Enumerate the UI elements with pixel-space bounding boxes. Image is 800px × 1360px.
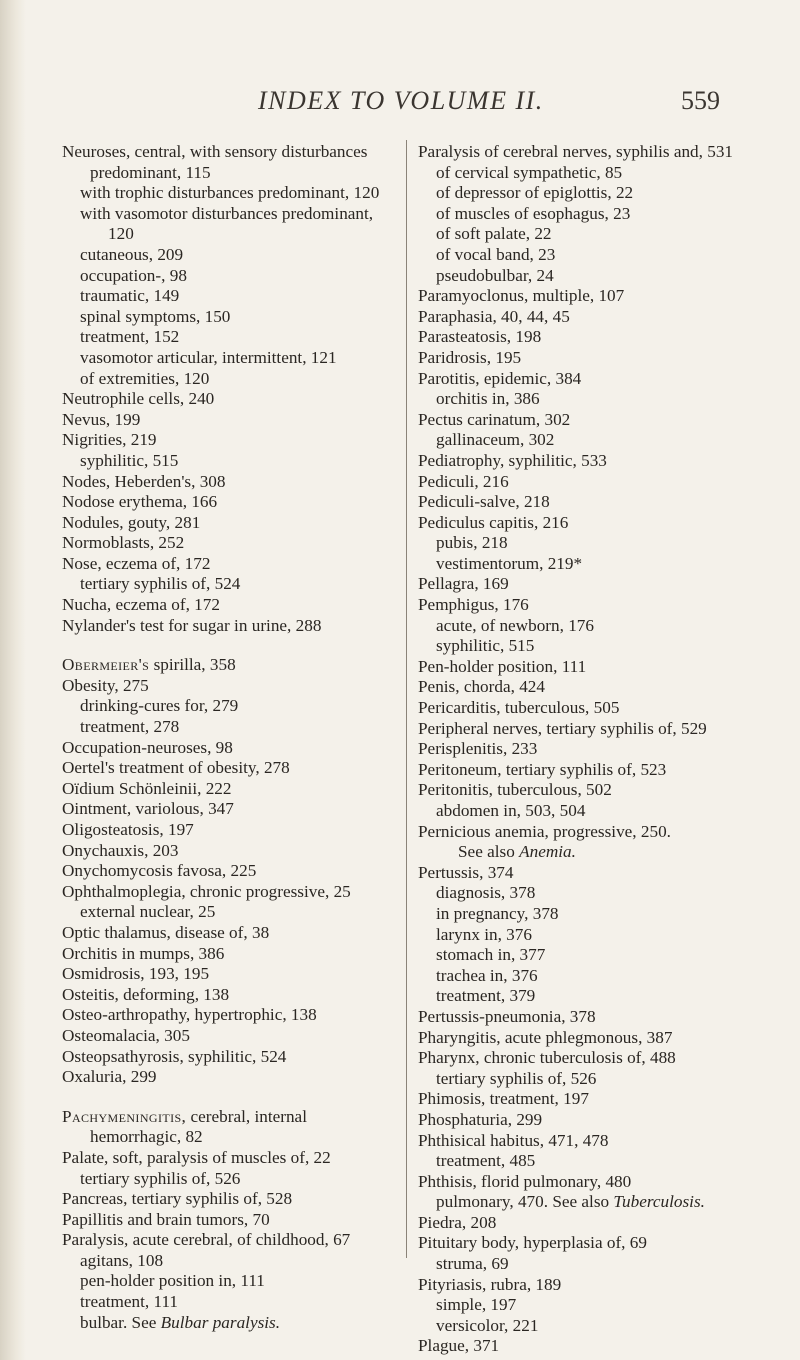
index-subentry	[418, 1316, 758, 1337]
entry-text: orchitis in, 386	[436, 389, 540, 409]
entry-text: Normoblasts, 252	[62, 533, 185, 553]
entry-text: Optic thalamus, disease of, 38	[62, 922, 270, 942]
entry-text: with vasomotor disturbances predominant, 120	[80, 203, 374, 244]
index-subentry	[418, 1151, 758, 1172]
entry-text: Nylander's test for sugar in urine, 288	[62, 615, 322, 635]
entry-text: Parasteatosis, 198	[418, 327, 542, 347]
entry-text: of vocal band, 23	[436, 244, 556, 264]
entry-text: Oligosteatosis, 197	[62, 820, 194, 839]
entry-text: Peripheral nerves, tertiary syphilis of, 529	[418, 718, 707, 738]
entry-text: Phosphaturia, 299	[418, 1109, 543, 1129]
index-entry	[62, 554, 402, 575]
cross-reference: Anemia.	[519, 842, 576, 862]
entry-text: Pediculi, 216	[418, 471, 509, 491]
index-subentry	[418, 636, 758, 657]
entry-text: Paralysis, acute cerebral, of childhood, 67	[62, 1230, 351, 1250]
index-entry	[418, 1336, 758, 1357]
index-entry	[418, 369, 758, 390]
index-entry	[62, 492, 402, 513]
entry-text: Peritoneum, tertiary syphilis of, 523	[418, 759, 667, 779]
index-subentry	[62, 717, 402, 738]
entry-text: Penis, chorda, 424	[418, 677, 545, 697]
index-subentry	[418, 1254, 758, 1275]
index-entry	[418, 698, 758, 719]
entry-text: tertiary syphilis of, 526	[80, 1168, 241, 1188]
index-subentry	[62, 1169, 402, 1190]
index-entry	[418, 492, 758, 513]
index-subentry	[418, 945, 758, 966]
entry-text: cutaneous, 209	[80, 244, 184, 264]
entry-text: spinal symptoms, 150	[80, 306, 231, 326]
index-entry	[62, 676, 402, 697]
entry-text: diagnosis, 378	[436, 883, 536, 903]
entry-text: tertiary syphilis of, 524	[80, 574, 241, 594]
index-entry	[418, 286, 758, 307]
index-entry	[418, 574, 758, 595]
index-entry	[418, 472, 758, 493]
index-subentry	[62, 574, 402, 595]
entry-text: acute, of newborn, 176	[436, 615, 594, 635]
entry-text: struma, 69	[436, 1254, 509, 1274]
entry-text: Paraphasia, 40, 44, 45	[418, 306, 570, 326]
page-binding-shadow	[0, 0, 26, 1360]
index-entry	[418, 1048, 758, 1069]
entry-text: Pancreas, tertiary syphilis of, 528	[62, 1189, 293, 1209]
index-entry	[62, 944, 402, 965]
entry-text: treatment, 278	[80, 717, 180, 737]
entry-text: Plague, 371	[418, 1336, 500, 1356]
entry-text: Pediatrophy, syphilitic, 533	[418, 450, 607, 470]
cross-reference: Bulbar paralysis.	[160, 1312, 281, 1332]
entry-text: of depressor of epiglottis, 22	[436, 183, 634, 203]
see-also-reference	[418, 842, 758, 863]
entry-text: Osteitis, deforming, 138	[62, 984, 230, 1004]
index-entry	[62, 655, 402, 676]
entry-text: Nigrities, 219	[62, 430, 157, 450]
entry-text: Perisplenitis, 233	[418, 739, 538, 759]
index-entry	[418, 863, 758, 884]
entry-text: Pediculi-salve, 218	[418, 492, 550, 512]
entry-text: bulbar. See	[80, 1312, 157, 1332]
entry-text: cerebral, internal hemorrhagic, 82	[90, 1106, 307, 1147]
index-entry	[62, 142, 402, 183]
entry-text: Pityriasis, rubra, 189	[418, 1274, 562, 1294]
index-subentry	[62, 696, 402, 717]
index-subentry	[62, 1313, 402, 1334]
index-entry	[62, 472, 402, 493]
index-entry	[418, 1007, 758, 1028]
index-entry	[418, 142, 758, 163]
index-subentry	[418, 533, 758, 554]
entry-text: Onychomycosis favosa, 225	[62, 861, 257, 881]
index-subentry	[62, 245, 402, 266]
entry-text: Pellagra, 169	[418, 574, 509, 594]
index-subentry	[418, 616, 758, 637]
cross-reference: Tuberculosis.	[613, 1192, 705, 1212]
index-entry	[62, 820, 402, 841]
index-entry	[418, 1233, 758, 1254]
index-subentry	[62, 204, 402, 245]
index-subentry	[62, 327, 402, 348]
index-column-right	[418, 142, 758, 1357]
entry-text: Neuroses, central, with sensory disturbances predominant, 115	[62, 142, 368, 182]
index-subentry	[418, 183, 758, 204]
entry-text: drinking-cures for, 279	[80, 696, 239, 716]
entry-text: Nodules, gouty, 281	[62, 512, 201, 532]
index-entry	[418, 410, 758, 431]
entry-text: Nodes, Heberden's, 308	[62, 471, 226, 491]
index-subentry	[418, 883, 758, 904]
index-entry	[62, 861, 402, 882]
entry-text: Peritonitis, tuberculous, 502	[418, 780, 612, 800]
index-subentry	[418, 1069, 758, 1090]
running-title: INDEX TO VOLUME II.	[258, 86, 544, 115]
entry-text: tertiary syphilis of, 526	[436, 1068, 597, 1088]
entry-text: Oertel's treatment of obesity, 278	[62, 758, 290, 778]
entry-text: Nodose erythema, 166	[62, 492, 218, 512]
page-number: 559	[681, 86, 720, 115]
entry-text: Ointment, variolous, 347	[62, 799, 234, 819]
section-lead-word: Pachymeningitis,	[62, 1106, 187, 1126]
index-entry	[62, 738, 402, 759]
entry-text: Obesity, 275	[62, 675, 149, 695]
entry-text: See also	[458, 842, 515, 862]
index-subentry	[62, 307, 402, 328]
index-entry	[418, 1172, 758, 1193]
entry-text: Orchitis in mumps, 386	[62, 943, 225, 963]
entry-text: in pregnancy, 378	[436, 903, 559, 923]
index-entry	[62, 533, 402, 554]
entry-text: abdomen in, 503, 504	[436, 801, 586, 820]
entry-text: vestimentorum, 219*	[436, 553, 583, 573]
entry-text: Pemphigus, 176	[418, 595, 529, 615]
entry-text: Osmidrosis, 193, 195	[62, 964, 210, 984]
index-subentry	[62, 266, 402, 287]
index-entry	[418, 595, 758, 616]
entry-text: of cervical sympathetic, 85	[436, 162, 623, 182]
entry-text: Phthisical habitus, 471, 478	[418, 1130, 609, 1150]
index-entry	[418, 1110, 758, 1131]
index-subentry	[62, 1292, 402, 1313]
index-subentry	[418, 204, 758, 225]
entry-text: pulmonary, 470. See also	[436, 1192, 610, 1212]
index-subentry	[418, 986, 758, 1007]
entry-text: external nuclear, 25	[80, 902, 216, 922]
index-entry	[62, 410, 402, 431]
entry-text: Pectus carinatum, 302	[418, 409, 571, 429]
index-entry	[62, 430, 402, 451]
index-entry	[62, 1026, 402, 1047]
index-entry	[62, 799, 402, 820]
index-column-left	[62, 142, 402, 1333]
entry-text: Pharyngitis, acute phlegmonous, 387	[418, 1027, 673, 1047]
entry-text: vasomotor articular, intermittent, 121	[80, 347, 337, 367]
page-header	[0, 86, 800, 126]
entry-text: simple, 197	[436, 1295, 517, 1315]
index-entry	[62, 1230, 402, 1251]
entry-text: Paramyoclonus, multiple, 107	[418, 286, 625, 306]
index-subentry	[418, 966, 758, 987]
entry-text: Ophthalmoplegia, chronic progressive, 25	[62, 881, 351, 901]
entry-text: pubis, 218	[436, 533, 508, 553]
entry-text: versicolor, 221	[436, 1315, 539, 1335]
index-entry	[62, 882, 402, 903]
index-subentry	[418, 245, 758, 266]
index-subentry	[418, 801, 758, 822]
entry-text: Pediculus capitis, 216	[418, 512, 569, 532]
entry-text: traumatic, 149	[80, 286, 180, 306]
entry-text: Nucha, eczema of, 172	[62, 595, 220, 615]
index-subentry	[62, 348, 402, 369]
section-lead-word: Obermeier's	[62, 655, 150, 675]
entry-text: Pertussis, 374	[418, 862, 514, 882]
entry-text: Paralysis of cerebral nerves, syphilis and, 531	[418, 142, 734, 161]
entry-text: trachea in, 376	[436, 965, 538, 985]
index-entry	[418, 780, 758, 801]
index-subentry	[62, 183, 402, 204]
index-entry	[62, 964, 402, 985]
index-entry	[418, 307, 758, 328]
index-entry	[62, 1047, 402, 1068]
index-entry	[418, 327, 758, 348]
index-entry	[62, 1189, 402, 1210]
index-entry	[62, 513, 402, 534]
index-entry	[62, 985, 402, 1006]
index-subentry	[418, 1295, 758, 1316]
index-entry	[62, 616, 402, 637]
index-subentry	[418, 904, 758, 925]
entry-text: Papillitis and brain tumors, 70	[62, 1209, 270, 1229]
entry-text: Onychauxis, 203	[62, 840, 179, 860]
entry-text: syphilitic, 515	[436, 636, 535, 656]
entry-text: Neutrophile cells, 240	[62, 389, 215, 409]
entry-text: Oïdium Schönleinii, 222	[62, 778, 232, 798]
index-entry	[418, 719, 758, 740]
index-subentry	[62, 1271, 402, 1292]
entry-text: Nevus, 199	[62, 409, 141, 429]
index-subentry	[418, 554, 758, 575]
index-entry	[62, 389, 402, 410]
entry-text: pen-holder position in, 111	[80, 1271, 265, 1291]
index-entry	[418, 657, 758, 678]
index-subentry	[418, 430, 758, 451]
index-entry	[418, 677, 758, 698]
entry-text: pseudobulbar, 24	[436, 265, 554, 285]
entry-text: agitans, 108	[80, 1250, 164, 1270]
index-entry	[418, 1275, 758, 1296]
entry-text: Pericarditis, tuberculous, 505	[418, 698, 620, 718]
entry-text: Osteopsathyrosis, syphilitic, 524	[62, 1046, 287, 1066]
index-subentry	[418, 266, 758, 287]
entry-text: spirilla, 358	[153, 655, 236, 675]
entry-text: Pharynx, chronic tuberculosis of, 488	[418, 1048, 676, 1068]
index-entry	[62, 923, 402, 944]
index-entry	[62, 1067, 402, 1088]
index-subentry	[62, 451, 402, 472]
index-subentry	[418, 1192, 758, 1213]
entry-text: Paridrosis, 195	[418, 347, 522, 367]
entry-text: of extremities, 120	[80, 368, 210, 388]
entry-text: occupation-, 98	[80, 265, 187, 285]
index-subentry	[62, 1251, 402, 1272]
entry-text: Pituitary body, hyperplasia of, 69	[418, 1233, 647, 1253]
index-entry	[62, 758, 402, 779]
index-subentry	[62, 902, 402, 923]
entry-text: Oxaluria, 299	[62, 1067, 157, 1087]
index-subentry	[418, 925, 758, 946]
entry-text: Occupation-neuroses, 98	[62, 737, 233, 757]
index-entry	[418, 1089, 758, 1110]
index-subentry	[62, 369, 402, 390]
entry-text: gallinaceum, 302	[436, 430, 555, 450]
index-subentry	[418, 389, 758, 410]
index-entry	[418, 739, 758, 760]
index-entry	[418, 822, 758, 843]
entry-text: Osteomalacia, 305	[62, 1025, 190, 1045]
entry-text: larynx in, 376	[436, 924, 532, 944]
entry-text: with trophic disturbances predominant, 120	[80, 183, 380, 203]
index-entry	[62, 841, 402, 862]
index-entry	[418, 451, 758, 472]
index-entry	[418, 513, 758, 534]
section-gap	[62, 1088, 402, 1107]
column-divider	[406, 140, 407, 1258]
index-subentry	[418, 163, 758, 184]
index-entry	[62, 779, 402, 800]
section-gap	[62, 636, 402, 655]
entry-text: Osteo-arthropathy, hypertrophic, 138	[62, 1005, 317, 1025]
entry-text: of muscles of esophagus, 23	[436, 203, 631, 223]
entry-text: Pertussis-pneumonia, 378	[418, 1006, 596, 1026]
entry-text: treatment, 485	[436, 1151, 536, 1171]
index-entry	[418, 1131, 758, 1152]
index-subentry	[62, 286, 402, 307]
index-entry	[418, 348, 758, 369]
entry-text: of soft palate, 22	[436, 224, 552, 244]
index-entry	[418, 1213, 758, 1234]
entry-text: Pernicious anemia, progressive, 250.	[418, 821, 671, 841]
entry-text: Pen-holder position, 111	[418, 656, 587, 676]
index-entry	[62, 1148, 402, 1169]
entry-text: stomach in, 377	[436, 945, 546, 965]
entry-text: syphilitic, 515	[80, 450, 179, 470]
entry-text: treatment, 111	[80, 1292, 178, 1312]
index-subentry	[418, 224, 758, 245]
index-entry	[62, 595, 402, 616]
index-entry	[62, 1107, 402, 1148]
entry-text: Phthisis, florid pulmonary, 480	[418, 1171, 632, 1191]
entry-text: Parotitis, epidemic, 384	[418, 368, 582, 388]
index-entry	[62, 1210, 402, 1231]
entry-text: Piedra, 208	[418, 1212, 497, 1232]
index-entry	[418, 760, 758, 781]
entry-text: Phimosis, treatment, 197	[418, 1089, 589, 1109]
entry-text: treatment, 152	[80, 327, 180, 347]
index-entry	[418, 1028, 758, 1049]
entry-text: Palate, soft, paralysis of muscles of, 22	[62, 1147, 331, 1167]
entry-text: Nose, eczema of, 172	[62, 553, 211, 573]
index-entry	[62, 1005, 402, 1026]
entry-text: treatment, 379	[436, 986, 536, 1006]
